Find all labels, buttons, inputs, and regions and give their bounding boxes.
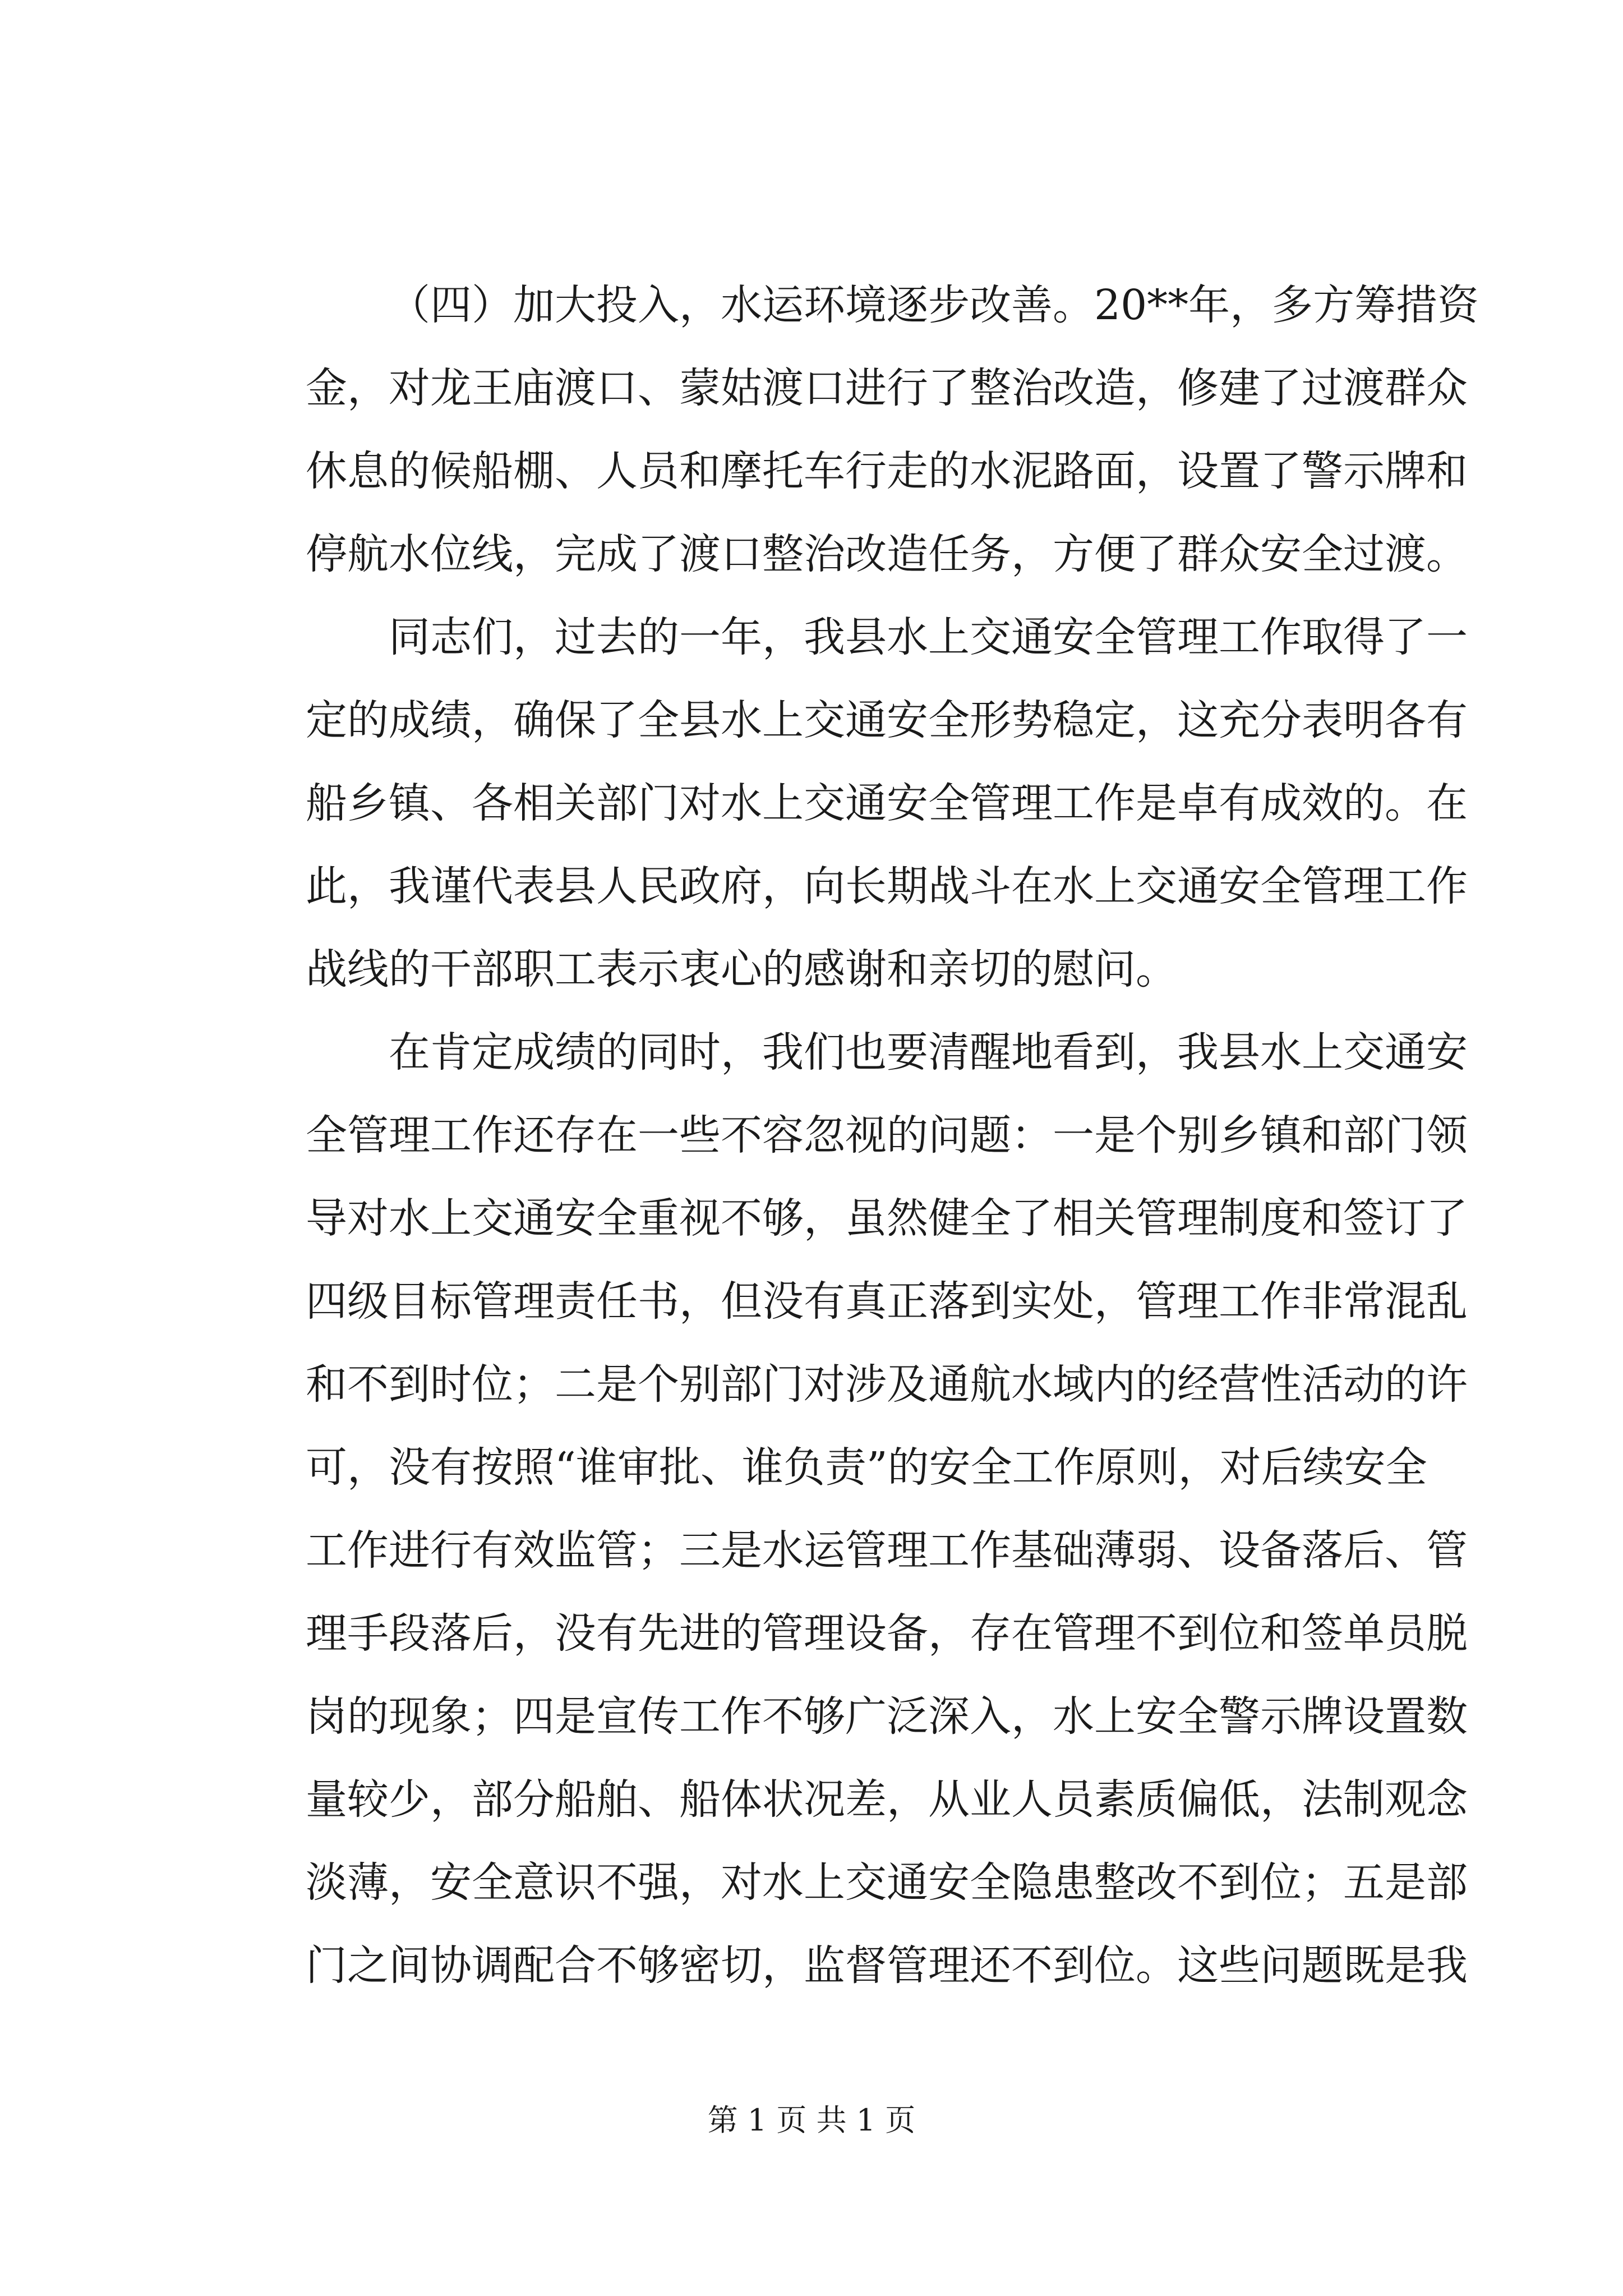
paragraph-line: 定的成绩，确保了全县水上交通安全形势稳定，这充分表明各有 xyxy=(306,696,1468,744)
paragraph-line: 战线的干部职工表示衷心的感谢和亲切的慰问。 xyxy=(306,945,1177,993)
paragraph-line: 导对水上交通安全重视不够，虽然健全了相关管理制度和签订了 xyxy=(306,1194,1468,1243)
paragraph-line: 淡薄，安全意识不强，对水上交通安全隐患整改不到位；五是部 xyxy=(306,1858,1468,1907)
paragraph-line: 船乡镇、各相关部门对水上交通安全管理工作是卓有成效的。在 xyxy=(306,779,1468,827)
paragraph-line: 此，我谨代表县人民政府，向长期战斗在水上交通安全管理工作 xyxy=(306,862,1468,910)
paragraph-line: 休息的候船棚、人员和摩托车行走的水泥路面，设置了警示牌和 xyxy=(306,447,1468,495)
paragraph-line: 金，对龙王庙渡口、蒙姑渡口进行了整治改造，修建了过渡群众 xyxy=(306,364,1468,412)
page-footer: 第 1 页 共 1 页 xyxy=(707,2102,916,2138)
paragraph-line: 全管理工作还存在一些不容忽视的问题：一是个别乡镇和部门领 xyxy=(306,1111,1468,1159)
paragraph-line: 同志们，过去的一年，我县水上交通安全管理工作取得了一 xyxy=(389,613,1468,661)
paragraph-line: 岗的现象；四是宣传工作不够广泛深入，水上安全警示牌设置数 xyxy=(306,1692,1468,1741)
paragraph-line: 和不到时位；二是个别部门对涉及通航水域内的经营性活动的许 xyxy=(306,1360,1468,1409)
paragraph-line: 可，没有按照“谁审批、谁负责”的安全工作原则，对后续安全 xyxy=(306,1443,1427,1492)
document-body xyxy=(306,264,1479,2007)
paragraph-line: （四）加大投入，水运环境逐步改善。20**年，多方筹措资 xyxy=(389,281,1479,329)
paragraph-line: 量较少，部分船舶、船体状况差，从业人员素质偏低，法制观念 xyxy=(306,1775,1468,1824)
paragraph-line: 在肯定成绩的同时，我们也要清醒地看到，我县水上交通安 xyxy=(389,1028,1468,1076)
paragraph-line: 工作进行有效监管；三是水运管理工作基础薄弱、设备落后、管 xyxy=(306,1526,1468,1575)
paragraph-line: 理手段落后，没有先进的管理设备，存在管理不到位和签单员脱 xyxy=(306,1609,1468,1658)
paragraph-line: 停航水位线，完成了渡口整治改造任务，方便了群众安全过渡。 xyxy=(306,530,1468,578)
paragraph-line: 四级目标管理责任书，但没有真正落到实处，管理工作非常混乱 xyxy=(306,1277,1468,1326)
paragraph-line: 门之间协调配合不够密切，监督管理还不到位。这些问题既是我 xyxy=(306,1941,1468,1990)
